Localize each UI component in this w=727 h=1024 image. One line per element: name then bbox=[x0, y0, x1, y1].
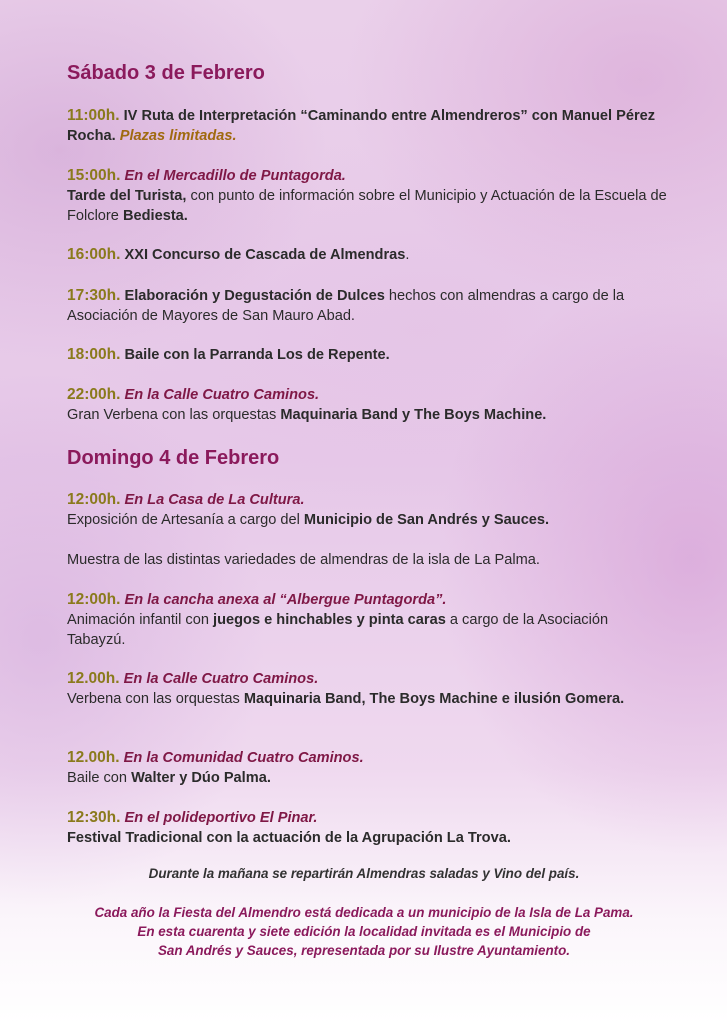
event-venue: En La Casa de La Cultura. bbox=[124, 492, 305, 508]
event-description: Muestra de las distintas variedades de almendras de la isla de La Palma. bbox=[67, 552, 540, 568]
event-sun-1200-verbena bbox=[67, 669, 667, 709]
event-sat-1730 bbox=[67, 286, 667, 326]
event-description: Exposición de Artesanía a cargo del bbox=[67, 512, 300, 528]
event-sun-1200-culture bbox=[67, 490, 667, 530]
event-description: Animación infantil con bbox=[67, 612, 209, 628]
event-title: IV Ruta de Interpretación “Caminando entre Almendreros” con Manuel Pérez Rocha. bbox=[67, 108, 656, 144]
event-time: 18:00h. bbox=[67, 346, 121, 363]
event-venue: En la Calle Cuatro Caminos. bbox=[123, 671, 319, 687]
event-sat-2200 bbox=[67, 385, 667, 425]
event-description: Baile con bbox=[67, 770, 128, 786]
event-highlight: Walter y Dúo Palma. bbox=[131, 770, 271, 786]
event-sun-1200-cancha bbox=[67, 590, 667, 650]
event-time: 22:00h. bbox=[67, 386, 121, 403]
event-time: 12.00h. bbox=[67, 670, 120, 687]
saturday-heading: Sábado 3 de Febrero bbox=[67, 62, 265, 84]
dedication-line-1: Cada año la Fiesta del Almendro está dedicada a un municipio de la Isla de La Pama. bbox=[94, 905, 634, 920]
event-venue: En la Calle Cuatro Caminos. bbox=[124, 387, 320, 403]
event-title: Tarde del Turista, bbox=[67, 188, 187, 204]
event-time: 12:30h. bbox=[67, 809, 121, 826]
event-time: 16:00h. bbox=[67, 246, 121, 263]
event-highlight: Bediesta. bbox=[122, 208, 188, 224]
event-time: 15:00h. bbox=[67, 167, 121, 184]
event-venue: En la Comunidad Cuatro Caminos. bbox=[123, 750, 364, 766]
event-highlight: Municipio de San Andrés y Sauces. bbox=[303, 512, 550, 528]
dedication-line-2: En esta cuarenta y siete edición la localidad invitada es el Municipio de bbox=[137, 924, 591, 939]
event-sun-1200-baile bbox=[67, 748, 667, 788]
event-title: XXI Concurso de Cascada de Almendras bbox=[124, 247, 406, 263]
event-venue: En el Mercadillo de Puntagorda. bbox=[124, 168, 346, 184]
event-sun-1230 bbox=[67, 808, 667, 848]
event-sat-1800 bbox=[67, 345, 667, 365]
event-venue: En el polideportivo El Pinar. bbox=[124, 810, 318, 826]
almonds-wine-note: Durante la mañana se repartirán Almendras saladas y Vino del país. bbox=[148, 866, 580, 881]
event-highlight: juegos e hinchables y pinta caras bbox=[213, 612, 446, 628]
event-description: Verbena con las orquestas bbox=[67, 691, 240, 707]
dedication-line-3: San Andrés y Sauces, representada por su Ilustre Ayuntamiento. bbox=[157, 943, 570, 958]
event-sat-1500 bbox=[67, 166, 667, 226]
event-time: 12:00h. bbox=[67, 491, 121, 508]
event-sun-almond-varieties bbox=[67, 550, 667, 570]
event-description: hechos con almendras a cargo de la Asociación de Mayores de San Mauro Abad. bbox=[67, 288, 625, 324]
event-sat-1600 bbox=[67, 245, 667, 265]
event-description: Gran Verbena con las orquestas bbox=[67, 407, 277, 423]
sunday-heading: Domingo 4 de Febrero bbox=[67, 447, 280, 469]
event-title: Baile con la Parranda Los de Repente. bbox=[124, 347, 390, 363]
event-title: Elaboración y Degustación de Dulces bbox=[124, 288, 385, 304]
limited-places-note: Plazas limitadas. bbox=[119, 128, 237, 144]
dedication-note bbox=[67, 903, 661, 960]
event-period: . bbox=[405, 247, 410, 263]
event-sat-1100 bbox=[67, 106, 667, 146]
event-description: con punto de información sobre el Municipio y Actuación de la Escuela de Folclore bbox=[67, 188, 667, 224]
event-title: Festival Tradicional con la actuación de la Agrupación La Trova. bbox=[67, 830, 511, 846]
event-time: 11:00h. bbox=[67, 107, 120, 124]
event-time: 12.00h. bbox=[67, 749, 120, 766]
event-description-end: a cargo de la Asociación Tabayzú. bbox=[67, 612, 609, 648]
event-highlight: Maquinaria Band, The Boys Machine e ilusión Gomera. bbox=[243, 691, 625, 707]
event-time: 17:30h. bbox=[67, 287, 121, 304]
event-venue: En la cancha anexa al “Albergue Puntagorda”. bbox=[124, 592, 447, 608]
event-time: 12:00h. bbox=[67, 591, 121, 608]
event-highlight: Maquinaria Band y The Boys Machine. bbox=[280, 407, 547, 423]
